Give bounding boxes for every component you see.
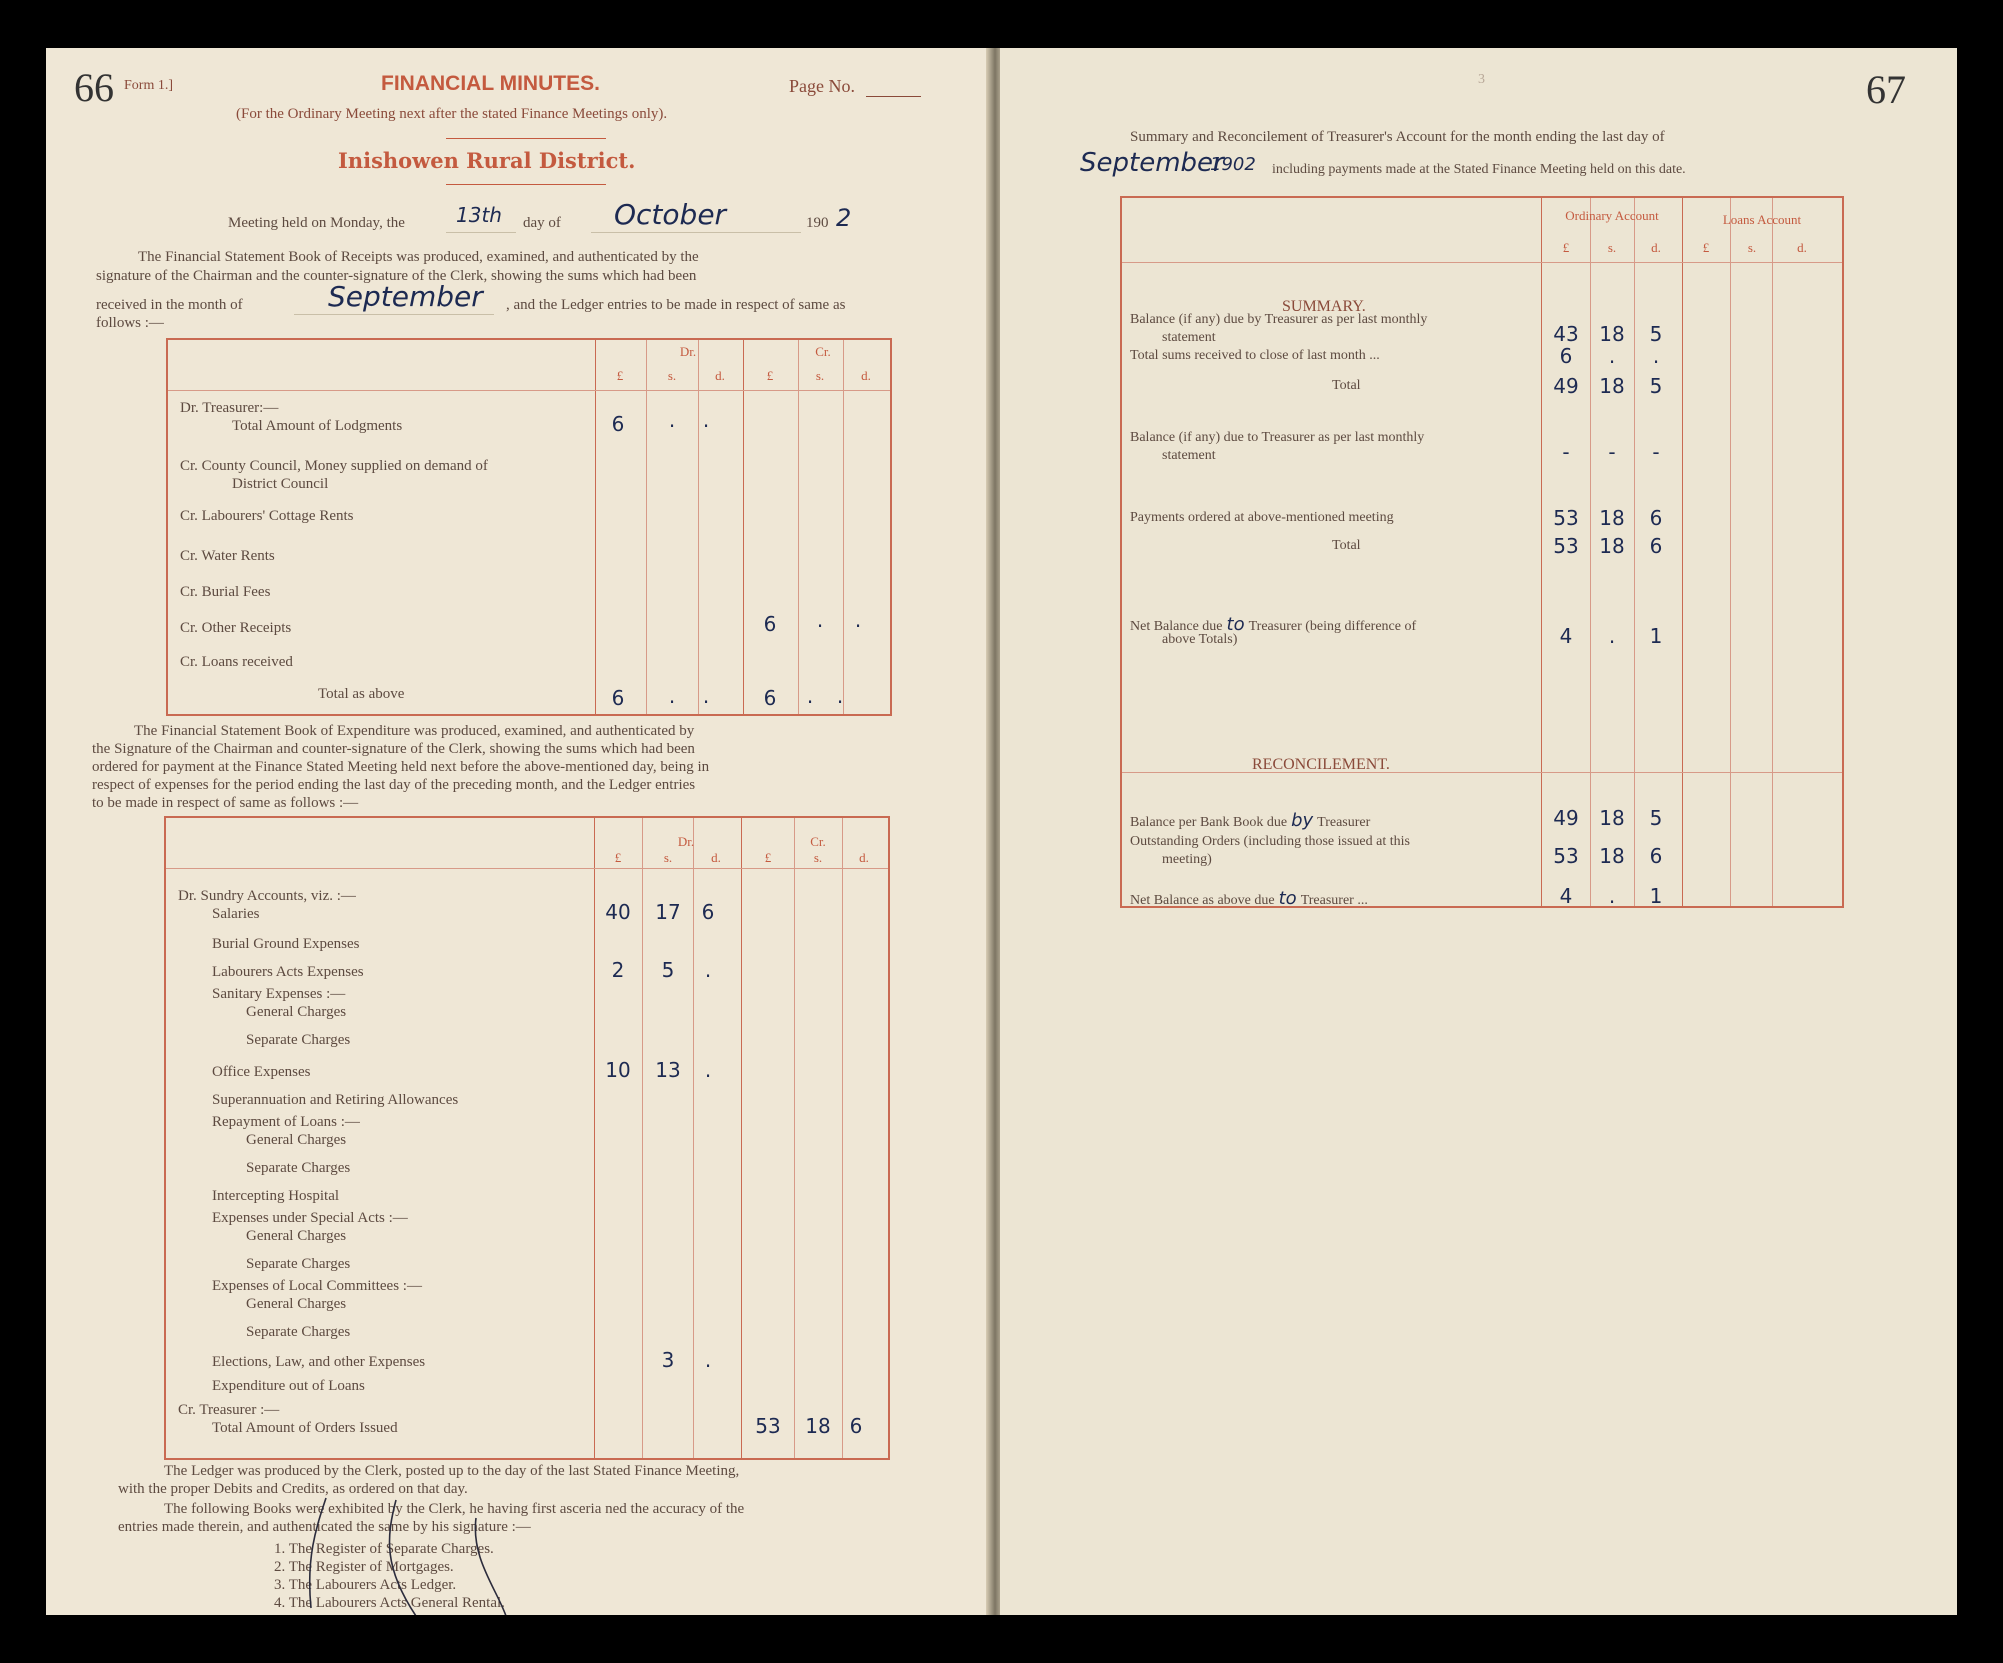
summary-row-text: Balance (if any) due to Treasurer as per last monthly — [1130, 430, 1425, 445]
summary-table — [1120, 196, 1844, 908]
loans-pound: £ — [1702, 240, 1710, 255]
summary-cell: 6 — [1649, 506, 1663, 530]
summary-cell: - — [1608, 440, 1616, 464]
district-rule-bottom — [446, 184, 606, 185]
meeting-year-suffix: 2 — [836, 204, 852, 232]
expenditure-para-4: respect of expenses for the period ending the last day of the preceding month, and the Ledger entries — [92, 777, 696, 793]
expenditure-row-label: Expenditure out of Loans — [212, 1378, 365, 1394]
receipts-row-label: Cr. County Council, Money supplied on demand of — [180, 458, 488, 474]
receipts-dr-header: Dr. — [679, 344, 697, 359]
expenditure-dr-header: Dr. — [677, 834, 695, 849]
summary-cell: 5 — [1649, 322, 1663, 346]
expenditure-row-label: Separate Charges — [246, 1256, 351, 1272]
summary-row-label — [1130, 430, 1424, 446]
summary-cell: 18 — [1599, 844, 1625, 868]
expenditure-row-label: Cr. Treasurer :— — [178, 1402, 280, 1418]
expenditure-cell: 5 — [661, 958, 675, 982]
expenditure-row-label: Labourers Acts Expenses — [212, 964, 364, 980]
summary-row-text: Total — [1332, 538, 1361, 553]
summary-row-sublabel: statement — [1162, 330, 1216, 345]
receipts-row-label: Cr. Water Rents — [180, 548, 275, 564]
expenditure-table — [164, 816, 890, 1460]
ordinary-d: d. — [1651, 240, 1661, 255]
summary-row-text: Net Balance as above due — [1130, 893, 1275, 908]
reconcilement-label: RECONCILEMENT. — [1252, 756, 1390, 773]
summary-row-handwritten: to — [1226, 614, 1245, 635]
summary-row-label — [1130, 810, 1370, 831]
summary-cell: 43 — [1553, 322, 1579, 346]
summary-cell: 49 — [1553, 806, 1579, 830]
receipts-cell: 6 — [763, 612, 777, 636]
summary-cell: 5 — [1649, 374, 1663, 398]
summary-row-text-tail: Treasurer ... — [1300, 893, 1368, 908]
summary-cell: - — [1652, 440, 1660, 464]
receipts-table — [166, 338, 892, 716]
receipts-cr-header: Cr. — [815, 344, 831, 359]
expenditure-cell: 13 — [655, 1058, 681, 1082]
expenditure-cell: 2 — [611, 958, 625, 982]
expenditure-row-label: Sanitary Expenses :— — [212, 986, 346, 1002]
receipts-row-sublabel: Total Amount of Lodgments — [232, 418, 403, 434]
receipts-row-label: Dr. Treasurer:— — [180, 400, 279, 416]
loans-d: d. — [1797, 240, 1807, 255]
expenditure-row-label: Separate Charges — [246, 1160, 351, 1176]
receipts-cell: . — [854, 608, 862, 632]
summary-row-sublabel: statement — [1162, 448, 1216, 463]
summary-row-label — [1130, 888, 1368, 909]
summary-heading-year: 1902 — [1210, 154, 1256, 175]
summary-cell: . — [1608, 624, 1616, 648]
receipts-cell: . — [668, 408, 676, 432]
expenditure-cr-header: Cr. — [810, 834, 826, 849]
receipts-cr-d: d. — [861, 368, 871, 383]
receipts-para-4: follows :— — [96, 315, 164, 331]
receipts-cell: . — [806, 684, 814, 708]
expenditure-cell: . — [704, 1058, 712, 1082]
expenditure-row-label: Burial Ground Expenses — [212, 936, 360, 952]
book-item: 4. The Labourers Acts General Rental. — [274, 1595, 505, 1611]
expenditure-cell: 18 — [805, 1414, 831, 1438]
summary-cell: 18 — [1599, 534, 1625, 558]
summary-row-text: Total sums received to close of last month ... — [1130, 348, 1380, 363]
summary-cell: - — [1562, 440, 1570, 464]
expenditure-row-label: Expenses of Local Committees :— — [212, 1278, 422, 1294]
right-page — [1000, 48, 1957, 1615]
expenditure-dr-d: d. — [711, 850, 721, 865]
summary-cell: 6 — [1559, 344, 1573, 368]
summary-cell: 18 — [1599, 506, 1625, 530]
summary-row-label — [1332, 378, 1361, 394]
receipts-para-1: The Financial Statement Book of Receipts was produced, examined, and authenticated by the — [138, 249, 699, 265]
receipts-cell: 6 — [763, 686, 777, 710]
receipts-para-3b: , and the Ledger entries to be made in respect of same as — [506, 297, 846, 313]
expenditure-row-label: Salaries — [212, 906, 260, 922]
summary-cell: 4 — [1559, 884, 1573, 908]
receipts-cell: 6 — [611, 412, 625, 436]
meeting-year-prefix: 190 — [806, 215, 829, 231]
ledger-para-4: entries made therein, and authenticated the same by his signature :— — [118, 1519, 531, 1535]
summary-row-text: Total — [1332, 378, 1361, 393]
summary-heading-1: Summary and Reconcilement of Treasurer's Account for the month ending the last day of — [1130, 129, 1665, 145]
book-item: 1. The Register of Separate Charges. — [274, 1541, 494, 1557]
summary-row-text: Payments ordered at above-mentioned meeting — [1130, 510, 1394, 525]
receipts-cell: 6 — [611, 686, 625, 710]
expenditure-row-label: Separate Charges — [246, 1324, 351, 1340]
summary-row-text: Outstanding Orders (including those issued at this — [1130, 834, 1410, 849]
expenditure-row-label: General Charges — [246, 1004, 347, 1020]
receipts-cell: . — [816, 608, 824, 632]
summary-cell: 18 — [1599, 806, 1625, 830]
summary-cell: 53 — [1553, 844, 1579, 868]
summary-row-text: Balance per Bank Book due — [1130, 815, 1288, 830]
receipts-row-label: Cr. Other Receipts — [180, 620, 292, 636]
page-title: FINANCIAL MINUTES. — [381, 72, 600, 95]
expenditure-row-label: Separate Charges — [246, 1032, 351, 1048]
summary-cell: 49 — [1553, 374, 1579, 398]
summary-row-text: Balance (if any) due by Treasurer as per last monthly — [1130, 312, 1428, 327]
summary-row-handwritten: by — [1291, 810, 1314, 831]
summary-cell: 4 — [1559, 624, 1573, 648]
summary-row-label — [1130, 312, 1427, 328]
summary-heading-2: including payments made at the Stated Finance Meeting held on this date. — [1272, 162, 1686, 177]
summary-row-label — [1130, 348, 1380, 364]
ordinary-pound: £ — [1562, 240, 1570, 255]
receipts-cr-pound: £ — [766, 368, 774, 383]
expenditure-cell: 40 — [605, 900, 631, 924]
district-name: Inishowen Rural District. — [338, 148, 636, 173]
loans-s: s. — [1747, 240, 1757, 255]
expenditure-row-label: Office Expenses — [212, 1064, 311, 1080]
page-number-left: 66 — [74, 65, 114, 110]
meeting-prefix: Meeting held on Monday, the — [228, 215, 405, 231]
expenditure-row-label: General Charges — [246, 1132, 347, 1148]
receipts-dr-d: d. — [715, 368, 725, 383]
district-rule-top — [446, 138, 606, 139]
expenditure-para-5: to be made in respect of same as follows :— — [92, 795, 359, 811]
summary-cell: . — [1652, 344, 1660, 368]
expenditure-row-label: General Charges — [246, 1296, 347, 1312]
receipts-para-3a: received in the month of — [96, 297, 243, 313]
expenditure-cell: . — [704, 1348, 712, 1372]
receipts-row-label: Cr. Burial Fees — [180, 584, 271, 600]
summary-row-sublabel: meeting) — [1162, 852, 1212, 867]
expenditure-row-label: Superannuation and Retiring Allowances — [212, 1092, 459, 1108]
summary-cell: 53 — [1553, 534, 1579, 558]
receipts-dr-pound: £ — [616, 368, 624, 383]
ledger-para-3: The following Books were exhibited by the Clerk, he having first asceria ned the accuracy of the — [164, 1501, 745, 1517]
ledger-para-2: with the proper Debits and Credits, as ordered on that day. — [118, 1481, 468, 1497]
summary-row-sublabel: above Totals) — [1162, 632, 1238, 647]
ordinary-account-header: Ordinary Account — [1565, 208, 1659, 223]
ledger-para-1: The Ledger was produced by the Clerk, posted up to the day of the last Stated Finance Meeting, — [164, 1463, 740, 1479]
summary-cell: 6 — [1649, 534, 1663, 558]
expenditure-row-label: General Charges — [246, 1228, 347, 1244]
page-no-rule — [866, 96, 921, 97]
receipts-para-2: signature of the Chairman and the counter-signature of the Clerk, showing the sums which had been — [96, 268, 697, 284]
summary-row-label — [1130, 510, 1394, 526]
receipts-row-label: Cr. Labourers' Cottage Rents — [180, 508, 354, 524]
loans-account-header: Loans Account — [1722, 212, 1802, 227]
summary-row-label — [1130, 834, 1410, 850]
summary-cell: 18 — [1599, 322, 1625, 346]
book-item: 2. The Register of Mortgages. — [274, 1559, 454, 1575]
expenditure-row-label: Intercepting Hospital — [212, 1188, 340, 1204]
expenditure-cr-s: s. — [813, 850, 823, 865]
receipts-cr-s: s. — [815, 368, 825, 383]
expenditure-cell: 17 — [655, 900, 681, 924]
expenditure-dr-pound: £ — [614, 850, 622, 865]
expenditure-cell: 10 — [605, 1058, 631, 1082]
receipts-cell: . — [668, 684, 676, 708]
receipts-row-sublabel: District Council — [232, 476, 329, 492]
page-number-right: 67 — [1866, 67, 1906, 112]
meeting-day: 13th — [456, 203, 502, 227]
expenditure-row-label: Elections, Law, and other Expenses — [212, 1354, 426, 1370]
summary-cell: 53 — [1553, 506, 1579, 530]
page-no-label: Page No. — [789, 76, 855, 96]
left-page — [46, 48, 996, 1615]
pencil-scribble — [266, 1488, 526, 1615]
receipts-dr-s: s. — [667, 368, 677, 383]
receipts-cell: . — [702, 408, 710, 432]
summary-row-text-tail: Treasurer (being difference of — [1248, 619, 1417, 634]
summary-label: SUMMARY. — [1282, 298, 1366, 315]
expenditure-cell: 3 — [661, 1348, 675, 1372]
expenditure-cr-d: d. — [859, 850, 869, 865]
meeting-month: October — [614, 198, 727, 231]
expenditure-row-label: Repayment of Loans :— — [212, 1114, 360, 1130]
summary-cell: 5 — [1649, 806, 1663, 830]
receipts-cell: . — [702, 684, 710, 708]
expenditure-row-label: Total Amount of Orders Issued — [212, 1420, 398, 1436]
summary-heading-month: September — [1080, 148, 1224, 178]
summary-cell: . — [1608, 344, 1616, 368]
page-subtitle: (For the Ordinary Meeting next after the stated Finance Meetings only). — [236, 106, 668, 122]
expenditure-row-label: Expenses under Special Acts :— — [212, 1210, 408, 1226]
summary-cell: 18 — [1599, 374, 1625, 398]
receipts-total-label: Total as above — [318, 686, 405, 702]
summary-cell: 6 — [1649, 844, 1663, 868]
faint-number: 3 — [1478, 72, 1485, 87]
summary-row-label — [1332, 538, 1361, 554]
expenditure-cell: . — [704, 958, 712, 982]
summary-row-handwritten: to — [1278, 888, 1297, 909]
receipts-cell: . — [836, 684, 844, 708]
summary-cell: 1 — [1649, 884, 1663, 908]
receipts-row-label: Cr. Loans received — [180, 654, 293, 670]
summary-row-text-tail: Treasurer — [1317, 815, 1371, 830]
book-item: 3. The Labourers Acts Ledger. — [274, 1577, 457, 1593]
expenditure-cell: 6 — [849, 1414, 863, 1438]
expenditure-cell: 6 — [701, 900, 715, 924]
summary-cell: 1 — [1649, 624, 1663, 648]
summary-row-text: Net Balance due — [1130, 619, 1223, 634]
expenditure-para-1: The Financial Statement Book of Expenditure was produced, examined, and authenticated by — [134, 723, 695, 739]
meeting-mid: day of — [523, 215, 561, 231]
expenditure-dr-s: s. — [663, 850, 673, 865]
expenditure-row-label: Dr. Sundry Accounts, viz. :— — [178, 888, 356, 904]
expenditure-para-3: ordered for payment at the Finance Stated Meeting held next before the above-mentioned day, being in — [92, 759, 710, 775]
expenditure-cell: 53 — [755, 1414, 781, 1438]
form-label: Form 1.] — [124, 78, 173, 93]
expenditure-para-2: the Signature of the Chairman and counter-signature of the Clerk, showing the sums which had been — [92, 741, 695, 757]
summary-cell: . — [1608, 884, 1616, 908]
receipts-month: September — [328, 280, 483, 313]
expenditure-cr-pound: £ — [764, 850, 772, 865]
ordinary-s: s. — [1607, 240, 1617, 255]
